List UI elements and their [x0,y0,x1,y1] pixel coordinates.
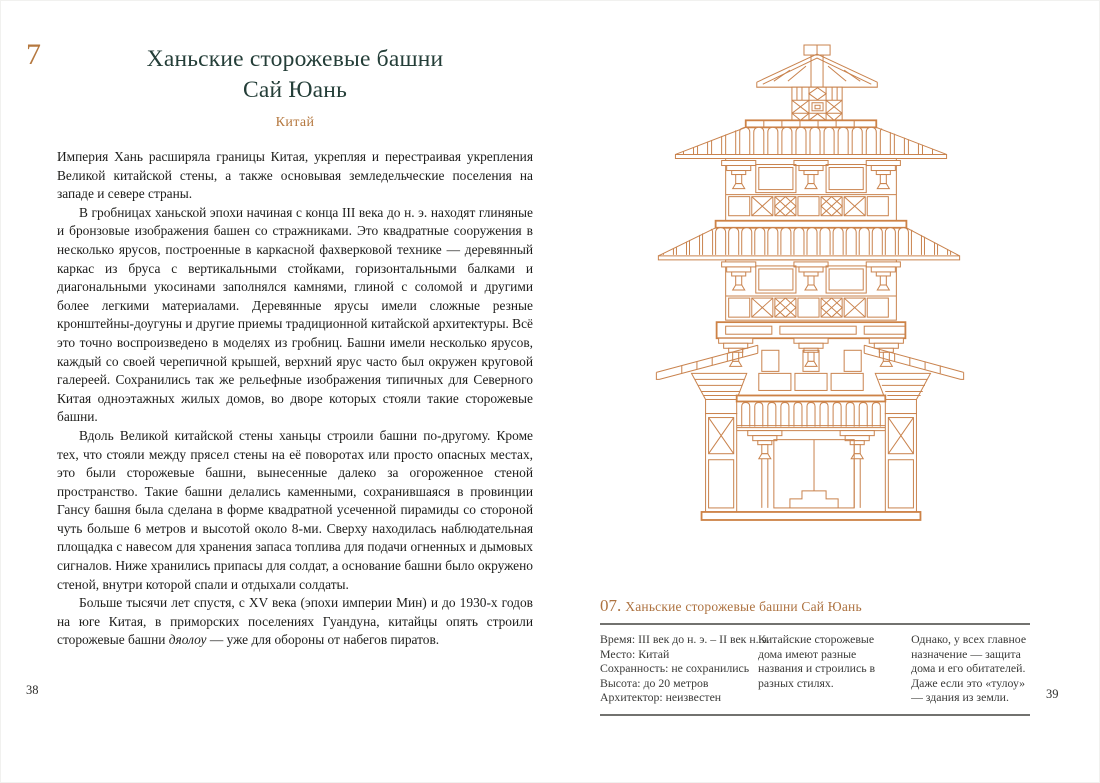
body-paragraph: В гробницах ханьской эпохи начиная с конца III века до н. э. находят глиняные и бронзовые изображения башен со стражниками. Это квадратные сооружения в несколько ярусов, построенные в каркасной фахверковой технике — деревянный каркас из бруса с вертикальными стойками, горизонтальными балками и диагональными укосинами заполнялся камнями, глиной с соломой и другими более легкими материалами. Деревянные ярусы имели сложные резные кронштейны-доугуны и другие приемы традиционной китайской архитектуры. Всё это точно воспроизведено в моделях из гробниц. Башни имели несколько ярусов, каждый со своей черепичной крышей, верхний ярус часто был окружен круговой галереей. Сохранились так же рельефные изображения типичных для Северного Китая одноэтажных жилых домов, во дворе которых стояли такие сторожевые башни. [57,204,533,425]
caption-rule-top [600,623,1030,625]
body-paragraph: Больше тысячи лет спустя, с XV века (эпохи империи Мин) и до 1930-х годов на юге Китая, в приморских поселениях Гуандуна, китайцы опять строили сторожевые башни дяолоу — уже для обороны от набегов пиратов. [57,595,533,648]
caption-rule-bottom [600,714,1030,716]
balcony [717,322,906,371]
page-number-right: 39 [1046,687,1059,701]
watchtower-illustration [653,42,965,524]
caption-spec-line: Время: III век до н. э. – II век н. э. [600,632,770,646]
figure-caption [600,596,1030,716]
body-text [57,148,533,650]
caption-number: 07. [600,596,622,615]
body-paragraph: Империя Хань расширяла границы Китая, укрепляя и перестраивая укрепления Великой китайской стены, а также основывая земледельческие поселения на западе и севере страны. [57,149,533,202]
middle-body [722,260,901,320]
ground-floor [706,414,917,512]
cupola-gable-roof [757,45,878,87]
watchtower-line-drawing [653,42,965,524]
railing [737,395,886,427]
chapter-title-line1: Ханьские сторожевые башни [146,46,444,72]
caption-note-column-1: Китайские сторожевые дома имеют разные названия и строились в разных стилях. [758,632,876,690]
caption-title: Ханьские сторожевые башни Сай Юань [625,599,862,614]
chapter-title-block [57,44,533,131]
chapter-number: 7 [26,38,41,71]
chapter-subtitle-country: Китай [275,115,315,130]
upper-body [722,158,901,220]
gallery-windows [759,373,863,390]
caption-spec-line: Высота: до 20 метров [600,675,709,690]
caption-columns [600,632,1030,705]
upper-roof [675,120,946,158]
body-paragraph: Вдоль Великой китайской стены ханьцы строили башни по-другому. Кроме тех, что стояли между прясел стены на её поворотах или просто опасных местах, это были сторожевые башни, вынесенные далеко за огороженное стеной пространство. Такие башни делались каменными, сохранившаяся в провинции Гансу башня была сделана в форме квадратной усеченной пирамиды со стороной чуть больше 6 метров и высотой около 8-ми. Сверху находилась наблюдательная площадка с навесом для хранения запаса топлива для подачи огненных и дымовых сигналов. Ниже хранились припасы для солдат, а основание башни было окружено стеной, внутри которой спали и отдыхали солдаты. [57,427,533,592]
main-roof [658,221,960,260]
caption-spec-line: Место: Китай [600,646,670,661]
caption-specs-column [600,632,770,705]
caption-note-column-2: Однако, у всех главное назначение — защита дома и его обитателей. Даже если это «тулоу» — здания из земли. [911,632,1027,705]
caption-heading [600,596,1030,616]
chapter-title-line2: Сай Юань [242,77,348,103]
base-plinth [702,512,921,520]
caption-spec-line: Сохранность: не сохранились [600,661,750,676]
page-number-left: 38 [26,683,39,697]
caption-spec-line: Архитектор: неизвестен [600,690,722,705]
